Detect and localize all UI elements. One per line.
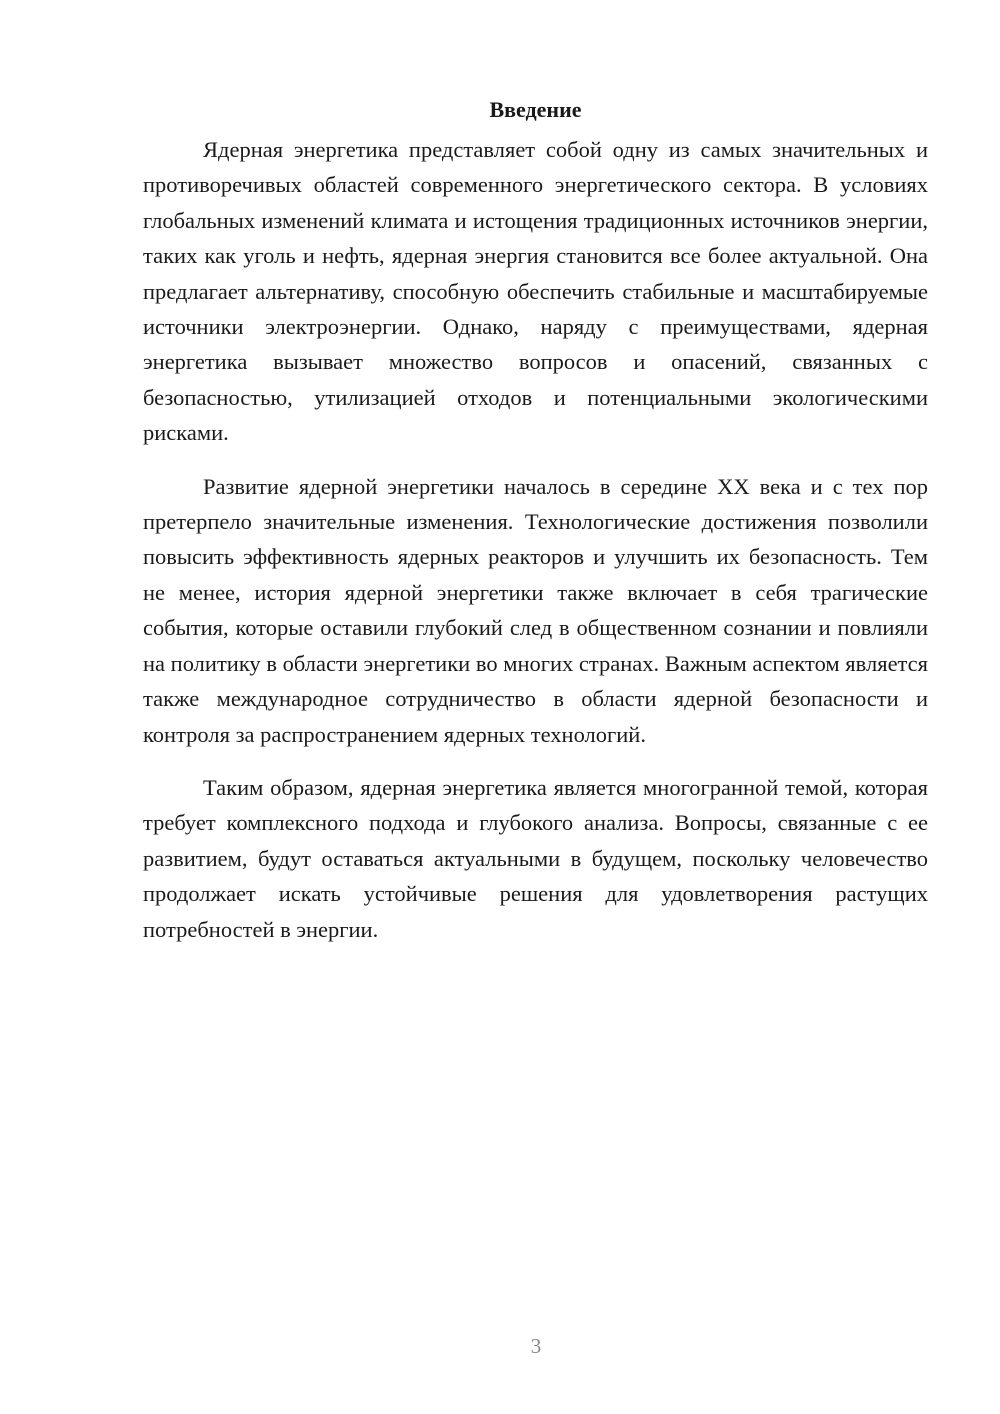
page-number: 3 <box>530 1334 542 1358</box>
section-heading: Введение <box>489 97 582 122</box>
paragraph-1: Ядерная энергетика представляет собой одну из самых значительных и противоречивых областей современного энергетического сектора. В условиях глобальных изменений климата и истощения традиционных источников энергии, таких как уголь и нефть, ядерная энергия становится все более актуальной. Она предлагает альтернативу, способную обеспечить стабильные и масштабируемые источники электроэнергии. Однако, наряду с преимуществами, ядерная энергетика вызывает множество вопросов и опасений, связанных с безопасностью, утилизацией отходов и потенциальными экологическими рисками. <box>143 137 928 446</box>
document-body <box>143 92 928 965</box>
paragraph-3: Таким образом, ядерная энергетика является многогранной темой, которая требует комплексного подхода и глубокого анализа. Вопросы, связанные с ее развитием, будут оставаться актуальными в будущем, поскольку человечество продолжает искать устойчивые решения для удовлетворения растущих потребностей в энергии. <box>143 774 928 942</box>
paragraph-2: Развитие ядерной энергетики началось в середине XX века и с тех пор претерпело значительные изменения. Технологические достижения позволили повысить эффективность ядерных реакторов и улучшить их безопасность. Тем не менее, история ядерной энергетики также включает в себя трагические события, которые оставили глубокий след в общественном сознании и повлияли на политику в области энергетики во многих странах. Важным аспектом является также международное сотрудничество в области ядерной безопасности и контроля за распространением ядерных технологий. <box>143 473 928 747</box>
